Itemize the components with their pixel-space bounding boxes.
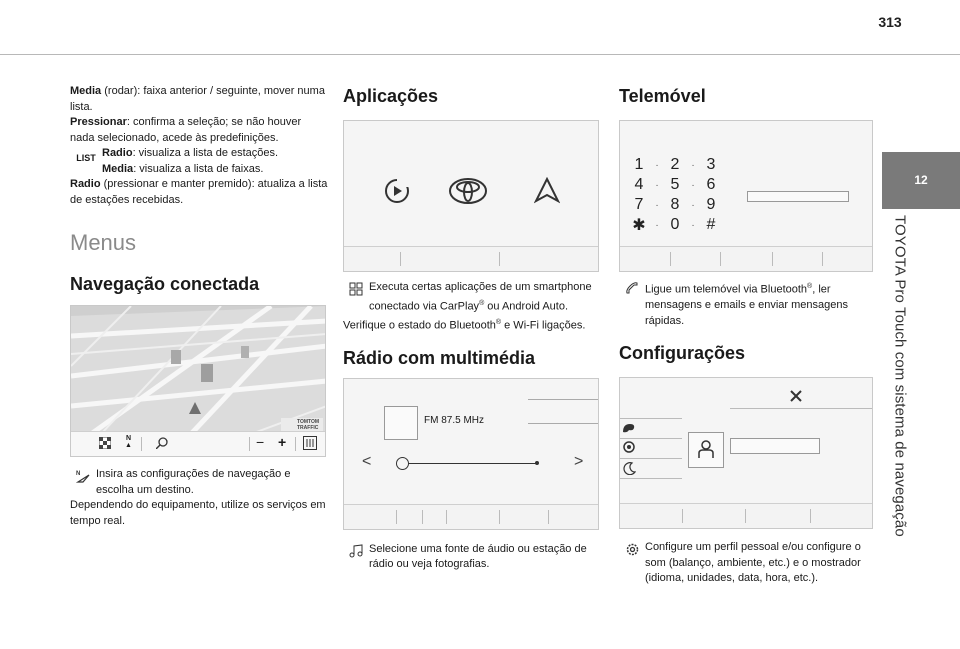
keypad-separator: ·: [691, 199, 695, 211]
keypad-key[interactable]: 0: [670, 216, 680, 233]
apps-heading: Aplicações: [343, 86, 439, 106]
android-auto-icon: [534, 177, 560, 205]
sound-settings-icon[interactable]: [622, 440, 636, 454]
keypad-separator: ·: [691, 219, 695, 231]
map-image: [71, 306, 326, 434]
keypad-key[interactable]: 6: [706, 176, 716, 193]
chapter-tab: 12: [882, 152, 960, 209]
keypad-key[interactable]: 4: [634, 176, 644, 193]
settings-desc: Configure um perfil pessoal e/ou configure o som (balanço, ambiente, etc.) e o mostrador (idioma, unidades, data, hora, etc.).: [619, 540, 877, 587]
keypad-key[interactable]: 1: [634, 156, 644, 173]
radio-heading: Rádio com multimédia: [343, 347, 536, 368]
radio-screen: [343, 378, 599, 530]
keypad-key[interactable]: 7: [634, 196, 644, 213]
radio-desc: Selecione uma fonte de áudio ou estação de rádio ou veja fotografias.: [343, 542, 601, 573]
keypad: [632, 155, 718, 235]
nav-screen: [70, 305, 326, 457]
search-icon[interactable]: [156, 437, 168, 449]
map-menu-icon[interactable]: [303, 436, 317, 450]
apps-toolbar: [344, 246, 598, 271]
map-label-tomtom: TOMTOM: [297, 419, 320, 425]
phone-toolbar: [620, 246, 872, 271]
media-paragraph: Media (rodar): faixa anterior / seguinte, mover numa lista.: [70, 85, 325, 113]
prev-station-icon[interactable]: <: [362, 452, 372, 470]
keypad-row: [632, 155, 718, 175]
profile-avatar[interactable]: [688, 432, 724, 468]
phone-icon: [625, 281, 639, 295]
keypad-row: [632, 195, 718, 215]
nav-toolbar: [71, 431, 325, 456]
tuning-slider[interactable]: [398, 463, 536, 464]
keypad-key[interactable]: 2: [670, 156, 680, 173]
apps-desc-2: Verifique o estado do Bluetooth® e Wi-Fi ligações.: [343, 318, 586, 332]
keypad-key[interactable]: 9: [706, 196, 716, 213]
list-paragraph: LIST Radio: visualiza a lista de estações. Media: visualiza a lista de faixas.: [76, 147, 279, 175]
phone-desc: Ligue um telemóvel via Bluetooth®, ler mensagens e emails e enviar mensagens rápidas.: [619, 279, 877, 329]
radio-hold-paragraph: Radio (pressionar e manter premido): atualiza a lista de estações recebidas.: [70, 178, 328, 206]
toyota-logo-icon: [448, 177, 488, 205]
radio-info-line: [528, 423, 598, 424]
column-2: [343, 86, 601, 573]
keypad-separator: ·: [691, 179, 695, 191]
apps-grid-icon: [349, 282, 363, 296]
header-rule: [0, 54, 960, 55]
next-station-icon[interactable]: >: [574, 452, 584, 470]
nav-heading: Navegação conectada: [70, 274, 260, 294]
phone-heading: Telemóvel: [619, 86, 706, 106]
keypad-separator: ·: [655, 199, 659, 211]
keypad-key[interactable]: 8: [670, 196, 680, 213]
list-icon: LIST: [76, 153, 96, 163]
menus-heading: Menus: [70, 230, 137, 255]
press-paragraph: Pressionar: confirma a seleção; se não houver nada selecionado, acede às predefinições.: [70, 116, 302, 144]
phone-screen: [619, 120, 873, 272]
profile-name-field[interactable]: [730, 438, 820, 454]
flag-icon[interactable]: [99, 437, 111, 449]
settings-screen: [619, 377, 873, 529]
palette-icon[interactable]: [622, 422, 636, 434]
nav-desc-2: Dependendo do equipamento, utilize os serviços em tempo real.: [70, 499, 326, 527]
slider-thumb-icon[interactable]: [396, 457, 409, 470]
column-3: [619, 86, 877, 587]
zoom-in-icon[interactable]: +: [278, 434, 287, 450]
apps-screen: [343, 120, 599, 272]
carplay-icon: [383, 177, 411, 205]
settings-heading: Configurações: [619, 343, 746, 364]
user-icon: [697, 439, 715, 459]
radio-frequency: FM 87.5 MHz: [424, 414, 485, 426]
nav-desc: N Insira as configurações de navegação e escolha um destino.: [76, 468, 291, 496]
keypad-separator: ·: [691, 159, 695, 171]
navigation-icon: [76, 469, 90, 483]
chapter-title-text: TOYOTA Pro Touch com sistema de navegação: [891, 215, 909, 537]
phone-number-field[interactable]: [747, 191, 849, 202]
keypad-key[interactable]: ✱: [632, 217, 646, 234]
keypad-row: [632, 215, 718, 235]
gear-icon: [625, 542, 640, 557]
keypad-key[interactable]: 5: [670, 176, 680, 193]
keypad-separator: ·: [655, 159, 659, 171]
map-label-traffic: TRAFFIC: [297, 425, 319, 431]
radio-top-line: [528, 399, 598, 400]
radio-toolbar: [344, 504, 598, 529]
settings-toolbar: [620, 503, 872, 528]
tools-icon: [790, 390, 802, 402]
compass-icon[interactable]: N ▲: [125, 435, 132, 449]
keypad-key[interactable]: #: [706, 216, 716, 233]
keypad-separator: ·: [655, 219, 659, 231]
apps-desc: Executa certas aplicações de um smartphone conectado via CarPlay® ou Android Auto.: [343, 280, 601, 315]
svg-text:N: N: [76, 471, 81, 477]
keypad-separator: ·: [655, 179, 659, 191]
page-number: 313: [878, 14, 902, 30]
radio-artwork: [384, 406, 418, 440]
zoom-out-icon[interactable]: −: [256, 434, 265, 450]
keypad-key[interactable]: 3: [706, 156, 716, 173]
moon-icon[interactable]: [623, 462, 636, 475]
music-note-icon: [349, 544, 363, 558]
column-1: [70, 84, 328, 529]
keypad-row: [632, 175, 718, 195]
